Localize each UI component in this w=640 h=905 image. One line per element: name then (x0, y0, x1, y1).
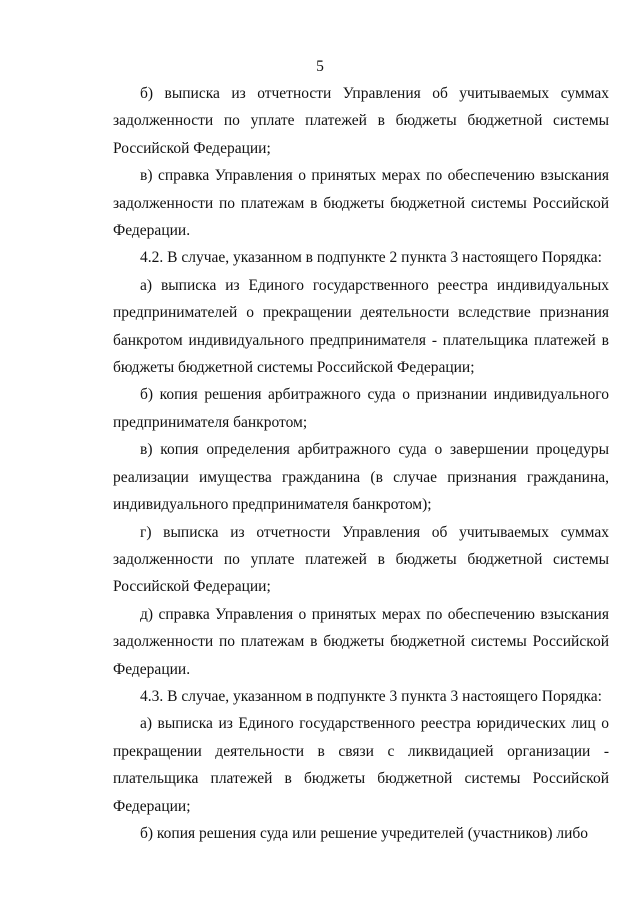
paragraph-d-collection-measures: д) справка Управления о принятых мерах по обеспечению взыскания задолженности по платежам в бюджеты бюджетной системы Российской Федерации. (113, 605, 609, 678)
paragraph-b-bankruptcy-decision-copy: б) копия решения арбитражного суда о признании индивидуального предпринимателя банкротом; (113, 386, 609, 431)
paragraph-b-court-decision-copy: б) копия решения суда или решение учредителей (участников) либо (140, 824, 589, 842)
section-heading-4-3: 4.3. В случае, указанном в подпункте 3 пункта 3 настоящего Порядка: (140, 687, 602, 705)
paragraph-v-procedure-completion-copy: в) копия определения арбитражного суда о завершении процедуры реализации имущества гражданина (в случае признания гражданина, индивидуального предпринимателя банкротом); (113, 441, 609, 514)
paragraph-g-extract-reporting: г) выписка из отчетности Управления об учитываемых суммах задолженности по уплате платежей в бюджеты бюджетной системы Российской Федерации; (113, 523, 609, 596)
paragraph-a-entrepreneur-register-extract: а) выписка из Единого государственного реестра индивидуальных предпринимателей о прекращении деятельности вследствие признания банкротом индивидуального предпринимателя - плательщика платежей в бюджеты бюджетной системы Российской Федерации; (113, 276, 609, 377)
paragraph-a-legal-entity-register-extract: а) выписка из Единого государственного реестра юридических лиц о прекращении деятельности в связи с ликвидацией организации - плательщика платежей в бюджеты бюджетной системы Российской Федерации; (113, 715, 609, 815)
paragraph-b-extract-reporting: б) выписка из отчетности Управления об учитываемых суммах задолженности по уплате платежей в бюджеты бюджетной системы Российской Федерации; (113, 85, 609, 157)
document-body (113, 80, 609, 847)
section-heading-4-2: 4.2. В случае, указанном в подпункте 2 пункта 3 настоящего Порядка: (140, 249, 602, 267)
paragraph-v-collection-measures: в) справка Управления о принятых мерах по обеспечению взыскания задолженности по платежам в бюджеты бюджетной системы Российской Федерации. (113, 167, 609, 240)
page-number: 5 (316, 58, 324, 75)
